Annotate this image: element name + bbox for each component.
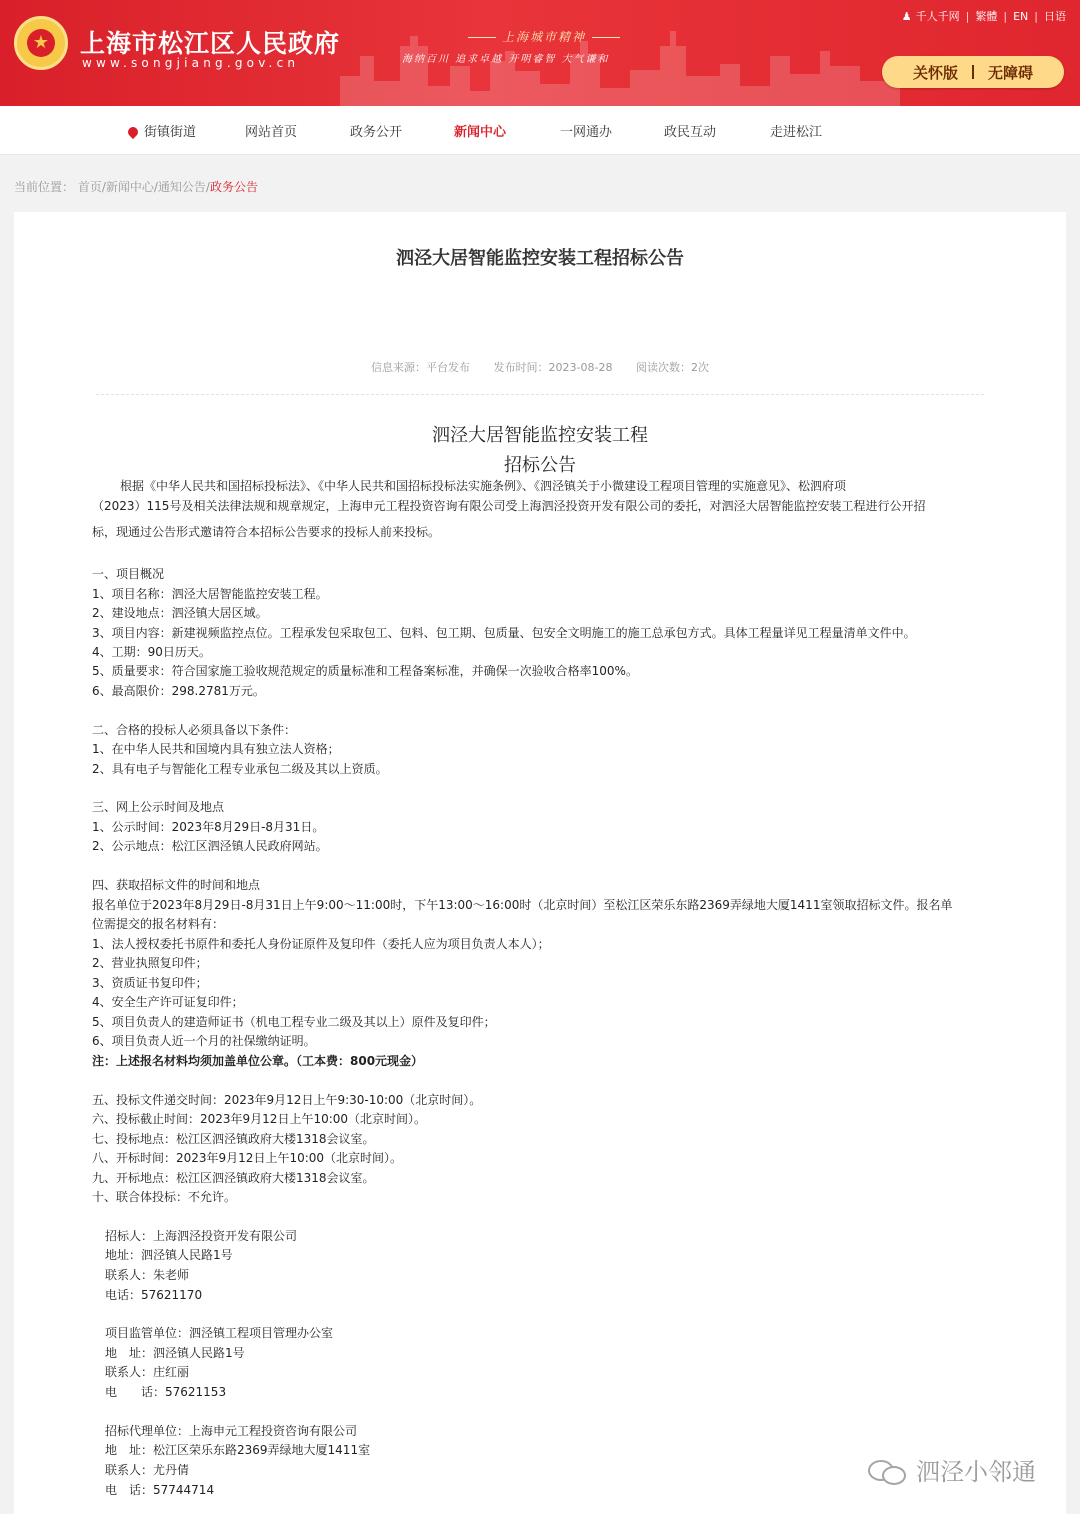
body-line: 项目监管单位：泗泾镇工程项目管理办公室 bbox=[105, 1326, 334, 1340]
body-line: 1、在中华人民共和国境内具有独立法人资格； bbox=[92, 742, 340, 756]
care-accessibility-bar bbox=[882, 56, 1064, 88]
doc-subtitle: 招标公告 bbox=[504, 455, 576, 476]
body-line: 电话：57621170 bbox=[105, 1288, 203, 1302]
body-line: 注：上述报名材料均须加盖单位公章。（工本费：800元现金） bbox=[92, 1054, 424, 1068]
body-line: 根据《中华人民共和国招标投标法》、《中华人民共和国招标投标法实施条例》、《泗泾镇关于小微建设工程项目管理的实施意见》、松泗府项 bbox=[120, 479, 847, 493]
body-line: 三、网上公示时间及地点 bbox=[92, 800, 225, 814]
body-line: 联系人：朱老师 bbox=[105, 1268, 190, 1282]
doc-title: 泗泾大居智能监控安装工程 bbox=[432, 425, 648, 446]
main-nav bbox=[0, 106, 1080, 155]
nav-item-online-services[interactable]: 一网通办 bbox=[560, 125, 613, 140]
location-pin-icon bbox=[126, 125, 140, 139]
body-line: 4、安全生产许可证复印件； bbox=[92, 995, 244, 1009]
article-meta bbox=[14, 359, 1066, 375]
body-line: （2023）115号及相关法律法规和规章规定，上海申元工程投资咨询有限公司受上海泗泾投资开发有限公司的委托，对泗泾大居智能监控安装工程进行公开招 bbox=[92, 499, 926, 513]
body-line: 1、法人授权委托书原件和委托人身份证原件及复印件（委托人应为项目负责人本人）； bbox=[92, 937, 550, 951]
body-line: 招标人：上海泗泾投资开发有限公司 bbox=[105, 1229, 298, 1243]
body-line: 1、项目名称：泗泾大居智能监控安装工程。 bbox=[92, 587, 328, 601]
meta-publish-date: 发布时间：2023-08-28 bbox=[493, 361, 613, 374]
body-line: 联系人：庄红丽 bbox=[105, 1365, 190, 1379]
nav-item-interaction[interactable]: 政民互动 bbox=[664, 125, 717, 140]
nav-item-news-center[interactable]: 新闻中心 bbox=[454, 125, 507, 140]
breadcrumb-path[interactable]: 首页/新闻中心/通知公告/ bbox=[77, 180, 210, 194]
body-line: 电 话：57744714 bbox=[105, 1483, 215, 1497]
breadcrumb-current[interactable]: 政务公告 bbox=[209, 180, 258, 194]
body-line: 6、项目负责人近一个月的社保缴纳证明。 bbox=[92, 1034, 316, 1048]
watermark-text: 泗泾小邻通 bbox=[916, 1458, 1036, 1486]
body-line: 二、合格的投标人必须具备以下条件： bbox=[92, 723, 297, 737]
wechat-icon bbox=[868, 1456, 908, 1484]
body-line: 报名单位于2023年8月29日-8月31日上午9:00～11:00时，下午13:00～16:00时（北京时间）至松江区荣乐东路2369弄绿地大厦1411室领取招标文件。报名单 bbox=[92, 898, 953, 912]
body-line: 位需提交的报名材料有： bbox=[92, 917, 225, 931]
nav-item-home[interactable]: 网站首页 bbox=[245, 125, 298, 140]
slogan: 海纳百川 追求卓越 开明睿智 大气谦和 bbox=[402, 54, 610, 65]
nav-item-about-songjiang[interactable]: 走进松江 bbox=[770, 125, 823, 140]
body-line: 3、资质证书复印件； bbox=[92, 976, 208, 990]
body-line: 地 址：泗泾镇人民路1号 bbox=[105, 1346, 245, 1360]
article-card bbox=[14, 212, 1066, 1514]
body-line: 2、建设地点：泗泾镇大居区域。 bbox=[92, 606, 268, 620]
top-link-traditional[interactable]: 繁體 bbox=[975, 10, 998, 23]
body-line: 一、项目概况 bbox=[92, 567, 165, 581]
body-line: 2、公示地点：松江区泗泾镇人民政府网站。 bbox=[92, 839, 328, 853]
site-domain: www.songjiang.gov.cn bbox=[82, 56, 300, 70]
body-line: 电 话：57621153 bbox=[105, 1385, 227, 1399]
body-line: 七、投标地点：松江区泗泾镇政府大楼1318会议室。 bbox=[92, 1132, 375, 1146]
body-line: 地 址：松江区荣乐东路2369弄绿地大厦1411室 bbox=[105, 1443, 371, 1457]
body-line: 八、开标时间：2023年9月12日上午10:00（北京时间）。 bbox=[92, 1151, 403, 1165]
care-mode-button[interactable]: 关怀版 bbox=[912, 63, 958, 82]
body-line: 2、具有电子与智能化工程专业承包二级及其以上资质。 bbox=[92, 762, 388, 776]
body-line: 5、项目负责人的建造师证书（机电工程专业二级及其以上）原件及复印件； bbox=[92, 1015, 496, 1029]
breadcrumb bbox=[14, 178, 258, 195]
top-link-qianren[interactable]: 千人千网 bbox=[915, 10, 960, 23]
body-line: 地址：泗泾镇人民路1号 bbox=[105, 1248, 233, 1262]
site-header bbox=[0, 0, 1080, 106]
national-emblem-icon[interactable]: ★ bbox=[14, 16, 68, 70]
body-line: 九、开标地点：松江区泗泾镇政府大楼1318会议室。 bbox=[92, 1171, 375, 1185]
body-line: 四、获取招标文件的时间和地点 bbox=[92, 878, 261, 892]
body-line: 4、工期：90日历天。 bbox=[92, 645, 211, 659]
slogan-heading: 上海城市精神 bbox=[462, 28, 626, 45]
site-title[interactable]: 上海市松江区人民政府 bbox=[80, 29, 341, 58]
nav-item-streets[interactable]: 街镇街道 bbox=[128, 121, 196, 140]
body-line: 联系人：尤丹倩 bbox=[105, 1463, 190, 1477]
body-line: 3、项目内容：新建视频监控点位。工程承发包采取包工、包料、包工期、包质量、包安全文明施工的施工总承包方式。具体工程量详见工程量清单文件中。 bbox=[92, 626, 916, 640]
nav-item-gov-affairs[interactable]: 政务公开 bbox=[350, 125, 403, 140]
body-line: 十、联合体投标：不允许。 bbox=[92, 1190, 237, 1204]
body-line: 6、最高限价：298.2781万元。 bbox=[92, 684, 265, 698]
body-line: 1、公示时间：2023年8月29日-8月31日。 bbox=[92, 820, 325, 834]
top-links: ♟ 千人千网 | 繁體 | EN | 日语 bbox=[901, 10, 1066, 23]
meta-source: 信息来源：平台发布 bbox=[371, 361, 471, 374]
body-line: 招标代理单位：上海申元工程投资咨询有限公司 bbox=[105, 1424, 358, 1438]
divider bbox=[96, 394, 984, 395]
body-line: 5、质量要求：符合国家施工验收规范规定的质量标准和工程备案标准，并确保一次验收合格率100%。 bbox=[92, 664, 638, 678]
accessibility-button[interactable]: 无障碍 bbox=[988, 63, 1034, 82]
body-line: 2、营业执照复印件； bbox=[92, 956, 208, 970]
person-icon: ♟ bbox=[901, 10, 912, 23]
wechat-watermark bbox=[868, 1452, 1036, 1487]
top-link-english[interactable]: EN bbox=[1013, 10, 1029, 23]
top-link-japanese[interactable]: 日语 bbox=[1044, 10, 1066, 23]
body-line: 六、投标截止时间：2023年9月12日上午10:00（北京时间）。 bbox=[92, 1112, 427, 1126]
article-title: 泗泾大居智能监控安装工程招标公告 bbox=[396, 248, 684, 269]
body-line: 标，现通过公告形式邀请符合本招标公告要求的投标人前来投标。 bbox=[92, 525, 441, 539]
body-line: 五、投标文件递交时间：2023年9月12日上午9:30-10:00（北京时间）。 bbox=[92, 1093, 482, 1107]
meta-read-count: 阅读次数：2次 bbox=[635, 361, 709, 374]
breadcrumb-label: 当前位置： bbox=[14, 180, 75, 194]
